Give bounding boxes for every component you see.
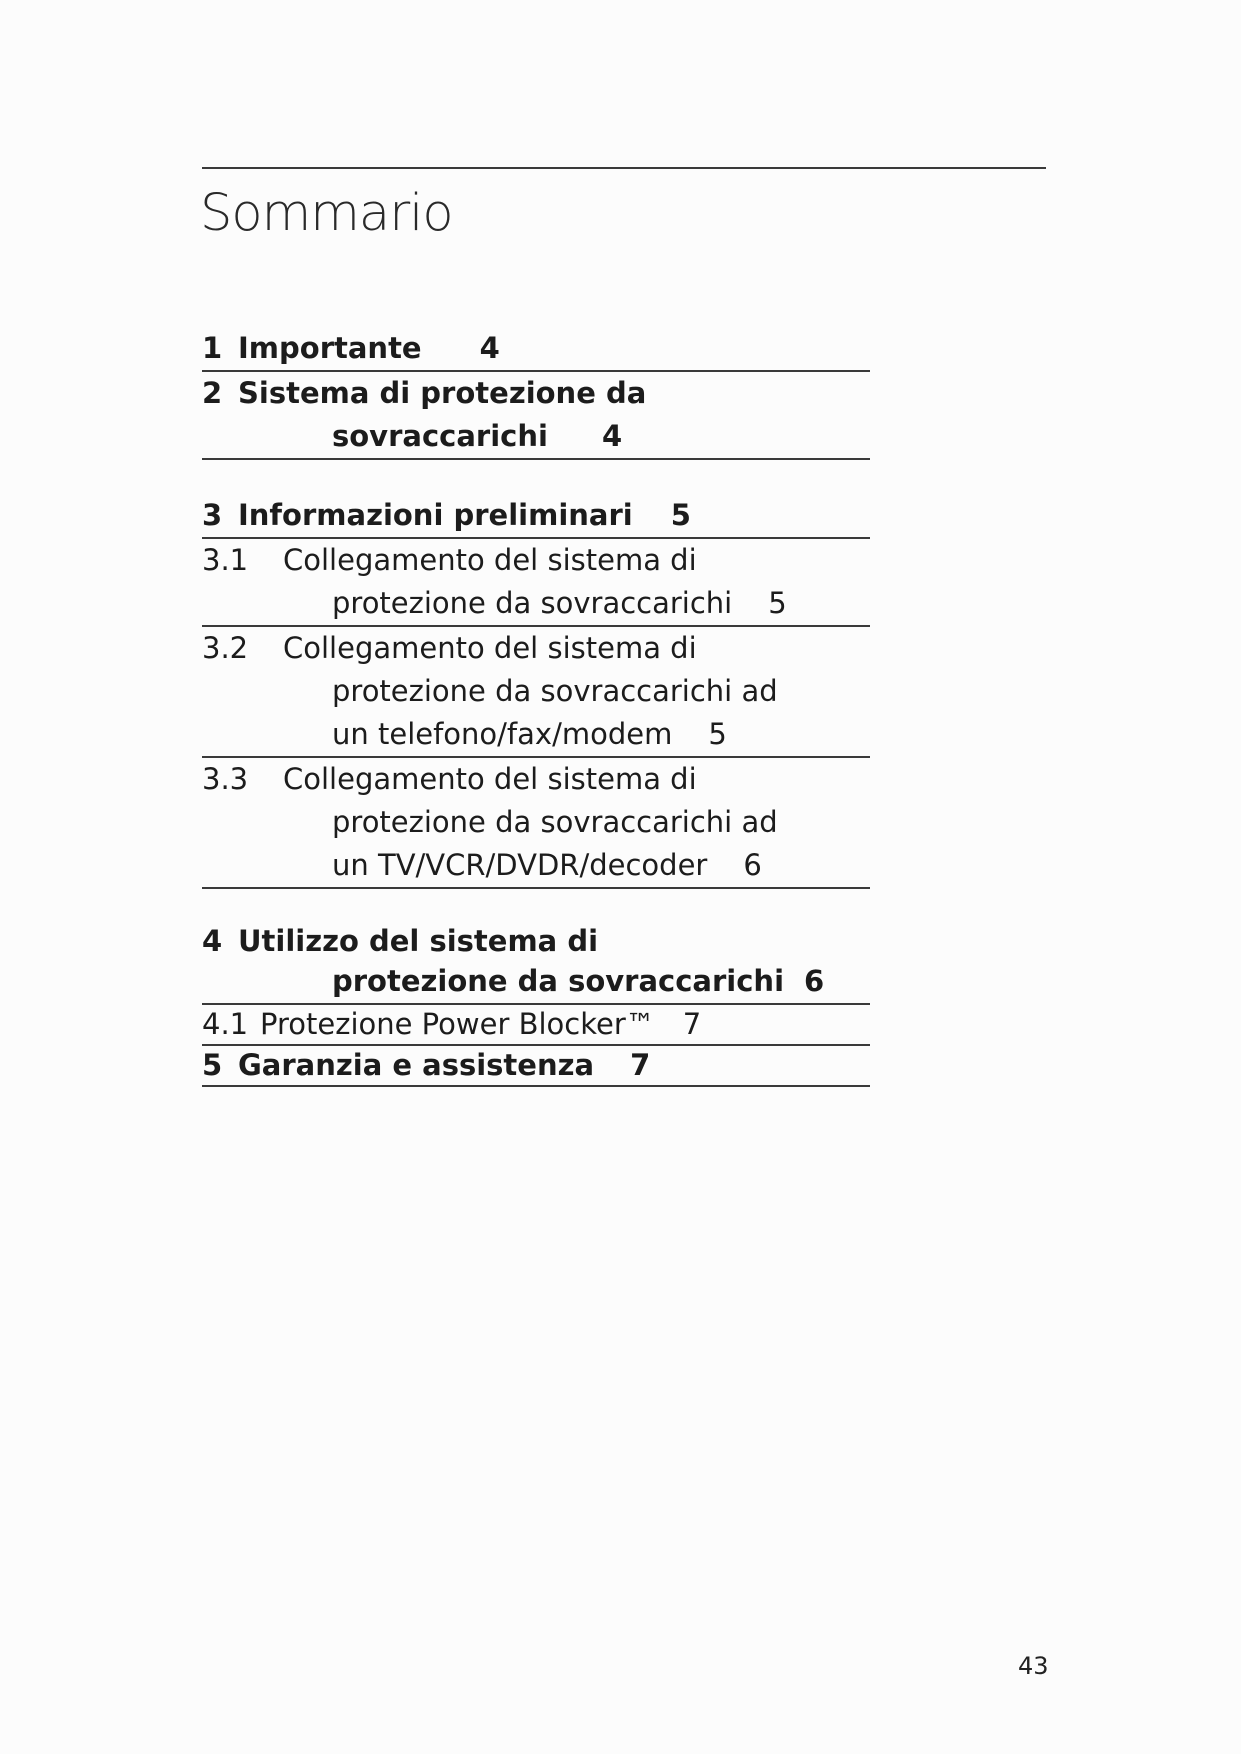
toc-line [202,758,870,801]
toc-number: 3 [202,498,223,532]
toc-line [202,582,870,625]
toc-page: 6 [804,964,825,998]
toc-entry-3-2[interactable] [202,627,870,758]
toc-page: 6 [743,848,762,882]
toc-entry-3[interactable] [202,494,870,539]
toc-page: 5 [708,717,727,751]
toc-title: Utilizzo del sistema di [238,924,599,958]
toc-number: 3.3 [202,762,249,796]
toc-page: 4 [601,419,623,453]
toc-title: Informazioni preliminari [238,498,633,532]
toc-entry-5[interactable] [202,1046,870,1087]
toc-page: 7 [630,1048,651,1082]
toc-entry-4-1[interactable] [202,1005,870,1046]
title-rule [202,167,1046,169]
page-title: Sommario [200,184,453,243]
toc-entry-3-1[interactable] [202,539,870,627]
page-number: 43 [1018,1652,1049,1680]
toc-title-cont: un TV/VCR/DVDR/decoder [332,848,708,882]
toc-line [202,1046,870,1085]
toc-line [202,1005,870,1044]
toc-entry-4[interactable] [202,923,870,1005]
toc-line [202,713,870,756]
toc-number: 4 [202,924,223,958]
toc-line [202,627,870,670]
toc-entry-3-3[interactable] [202,758,870,889]
toc-line [202,844,870,887]
toc-title: Collegamento del sistema di [283,631,697,665]
toc-line [202,670,870,713]
toc-line [202,494,870,537]
toc-title: Importante [238,331,422,365]
toc-title-cont: protezione da sovraccarichi ad [332,805,778,839]
toc-line [202,923,870,960]
toc-line [202,372,870,415]
toc-number: 5 [202,1048,223,1082]
table-of-contents [202,327,870,1087]
toc-number: 3.2 [202,631,249,665]
toc-number: 3.1 [202,543,249,577]
toc-title: Garanzia e assistenza [238,1048,595,1082]
toc-title-cont: protezione da sovraccarichi [332,964,785,998]
toc-title-cont: protezione da sovraccarichi ad [332,674,778,708]
toc-page: 5 [768,586,787,620]
toc-page: 5 [670,498,691,532]
toc-title: Protezione Power Blocker™ [260,1007,655,1041]
toc-line [202,539,870,582]
toc-title-cont: un telefono/fax/modem [332,717,673,751]
toc-title: Collegamento del sistema di [283,762,697,796]
toc-page: 4 [479,331,500,365]
toc-entry-1[interactable] [202,327,870,372]
toc-page: 7 [682,1007,702,1041]
toc-number: 4.1 [202,1007,249,1041]
toc-number: 2 [202,376,223,410]
toc-title-cont: protezione da sovraccarichi [332,586,733,620]
toc-title: Sistema di protezione da [238,376,647,410]
toc-entry-2[interactable] [202,372,870,460]
toc-title-cont: sovraccarichi [332,419,548,453]
toc-number: 1 [202,331,223,365]
toc-title: Collegamento del sistema di [283,543,697,577]
toc-line [202,801,870,844]
toc-line [202,415,870,458]
toc-line [202,327,870,370]
toc-line [202,960,870,1003]
